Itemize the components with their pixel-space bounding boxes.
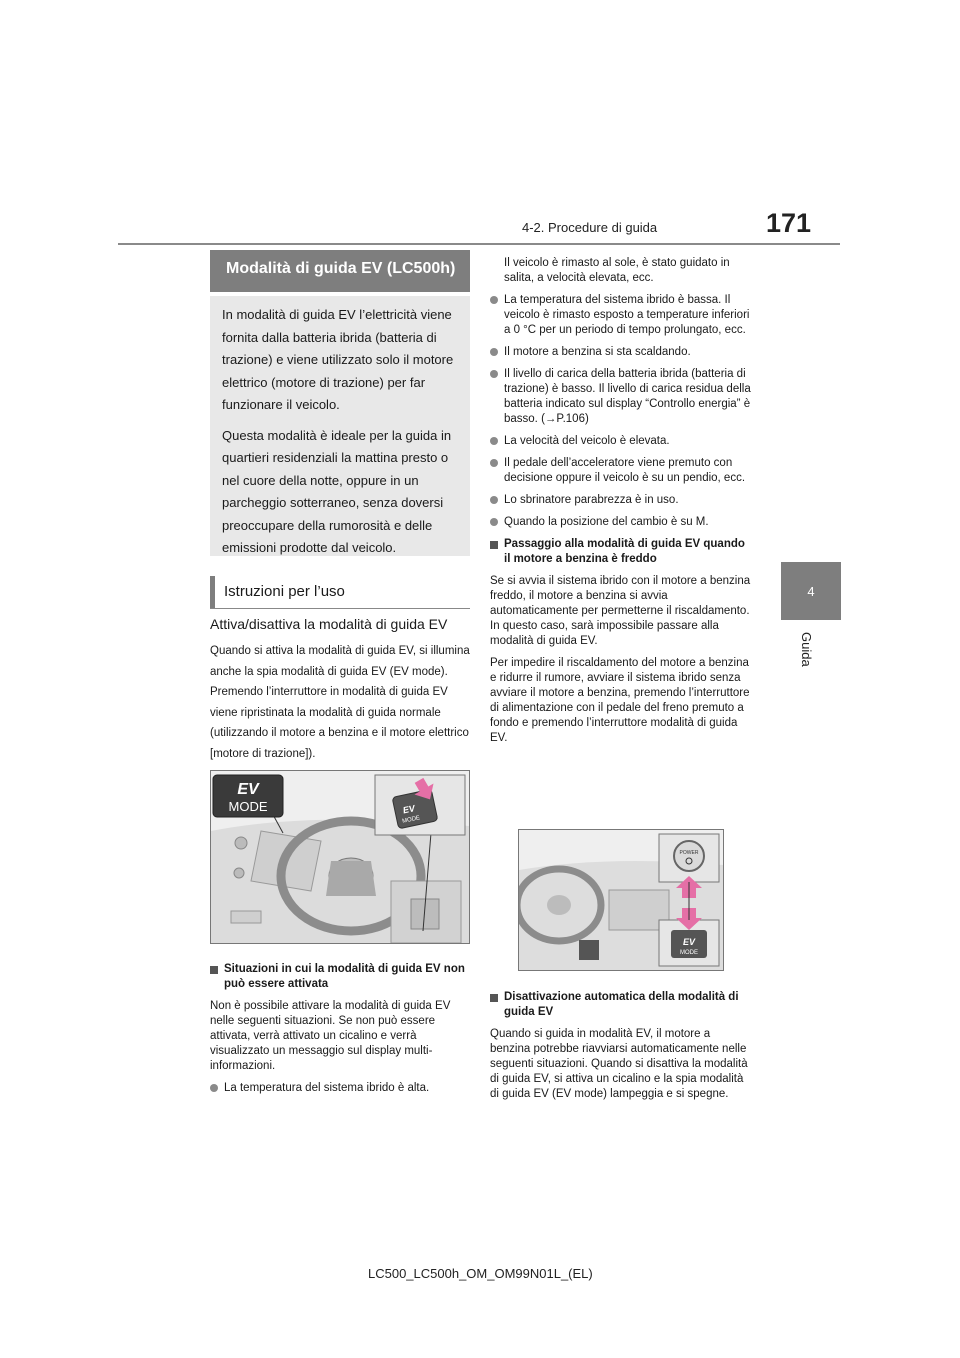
bullet-accelerator: Il pedale dell’acceleratore viene premuto con decisione oppure il veicolo è su un pendio, ecc. (490, 456, 752, 486)
cold-engine-body-1: Se si avvia il sistema ibrido con il motore a benzina freddo, il motore a benzina si avvia automaticamente per permetterne il riscaldamento. In questo caso, sarà impossibile passare alla modalità di guida EV. (490, 575, 751, 647)
section-label: 4-2. Procedure di guida (522, 220, 658, 235)
auto-deactivation-heading: Disattivazione automatica della modalità di guida EV (490, 990, 752, 1020)
ev-badge-bottom: MODE (228, 799, 268, 814)
right-column-lower (490, 990, 752, 1109)
cannot-activate-bullet-1: La temperatura del sistema ibrido è alta. (210, 1081, 472, 1096)
fig2-ev-top: EV (682, 937, 696, 947)
chapter-label (788, 624, 836, 694)
intro-box (210, 296, 470, 556)
section-title: Modalità di guida EV (LC500h) (226, 260, 456, 277)
dashboard-illustration (519, 830, 723, 970)
cannot-activate-heading: Situazioni in cui la modalità di guida EV non può essere attivata (210, 962, 472, 992)
bullet-engine-warming: Il motore a benzina si sta scaldando. (490, 345, 752, 360)
left-column-lower (210, 962, 472, 1103)
usage-heading (210, 576, 470, 609)
step-title: Attiva/disattiva la modalità di guida EV (210, 616, 448, 632)
fig2-ev-bottom: MODE (680, 950, 698, 956)
chapter-label-text: Guida (799, 632, 814, 667)
footer-code: LC500_LC500h_OM_OM99N01L_(EL) (368, 1266, 593, 1281)
bullet-gear-m: Quando la posizione del cambio è su M. (490, 515, 752, 530)
auto-deactivation-body: Quando si guida in modalità EV, il motore a benzina potrebbe riavviarsi automaticamente nelle seguenti situazioni. Quando si disattiva la modalità di guida EV, si attiva un cicalino e la spia modalità di guida EV (EV mode) lampeggia e si spegne. (490, 1028, 748, 1100)
cold-engine-body-2: Per impedire il riscaldamento del motore a benzina e ridurre il rumore, avviare il sistema ibrido senza avviare il motore a benzina, premendo l’interruttore di alimentazione con il pedale del freno premuto a fondo e premendo l’interruttore modalità di guida EV. (490, 657, 750, 744)
page-number: 171 (766, 208, 812, 238)
chapter-number: 4 (807, 584, 815, 599)
power-label: POWER (679, 850, 699, 856)
continuation-text: Il veicolo è rimasto al sole, è stato guidato in salita, a velocità elevata, ecc. (504, 257, 730, 284)
header-rule (118, 243, 840, 245)
ev-button-bottom: MODE (401, 815, 421, 825)
ev-badge-top: EV (237, 781, 259, 798)
figure-power-and-ev-switch (518, 829, 724, 971)
heading-bar (210, 576, 215, 608)
usage-heading-text: Istruzioni per l’uso (224, 583, 345, 600)
bullet-low-temperature: La temperatura del sistema ibrido è bassa. Il veicolo è rimasto esposto a temperature inferiori a 0 °C per un periodo di tempo prolungato, ecc. (490, 293, 752, 338)
cold-engine-heading: Passaggio alla modalità di guida EV quando il motore a benzina è freddo (490, 537, 752, 567)
bullet-speed-high: La velocità del veicolo è elevata. (490, 434, 752, 449)
chapter-tab (781, 562, 841, 620)
section-title-bar (210, 250, 470, 292)
cannot-activate-body: Non è possibile attivare la modalità di guida EV nelle seguenti situazioni. Se non può essere attivata, verrà attivato un cicalino e verrà visualizzato un messaggio sul display multi-informazioni. (210, 1000, 451, 1072)
cockpit-illustration (211, 771, 469, 943)
step-body: Quando si attiva la modalità di guida EV, si illumina anche la spia modalità di guida EV (EV mode). Premendo l’interruttore in modalità di guida EV viene ripristinata la modalità di guida normale (utilizzando il motore a benzina e il motore elettrico [motore di trazione]). (210, 645, 470, 760)
right-column (490, 256, 752, 753)
figure-ev-mode-switch (210, 770, 470, 944)
ev-button-top: EV (402, 803, 416, 816)
intro-paragraph-2: Questa modalità è ideale per la guida in quartieri residenziali la mattina presto o nel cuore della notte, oppure in un parcheggio sotterraneo, senza doversi preoccupare della rumorosità e delle emissioni prodotte dal veicolo. (222, 427, 452, 555)
intro-paragraph-1: In modalità di guida EV l’elettricità viene fornita dalla batteria ibrida (batteria di trazione) e viene utilizzato solo il motore elettrico (motore di trazione) per far funzionare il veicolo. (222, 307, 454, 412)
bullet-defroster: Lo sbrinatore parabrezza è in uso. (490, 493, 752, 508)
bullet-battery-low: Il livello di carica della batteria ibrida (batteria di trazione) è basso. Il livello di carica residua della batteria indicato sul display “Controllo energia” è basso. (→P.106) (490, 367, 752, 427)
